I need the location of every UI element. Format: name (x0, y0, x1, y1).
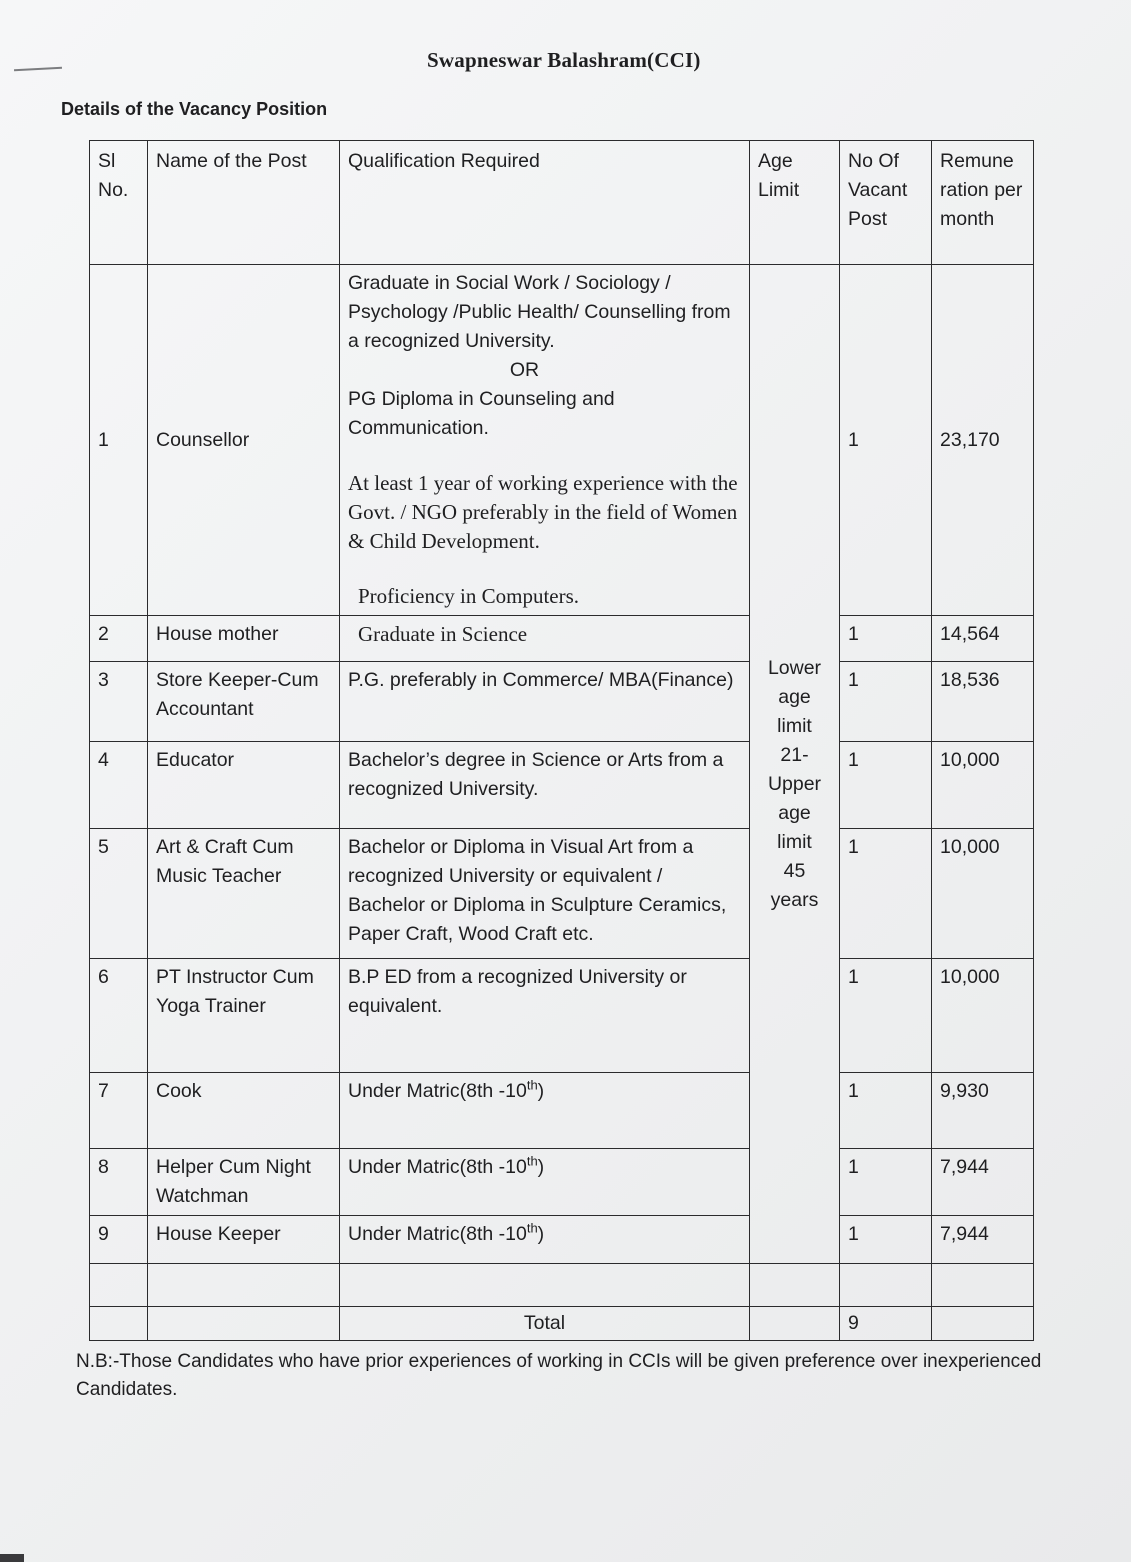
cell-post: Art & Craft Cum Music Teacher (148, 829, 340, 959)
cell-remuneration: 7,944 (932, 1216, 1034, 1264)
cell-remuneration: 10,000 (932, 959, 1034, 1073)
blank-cell (340, 1264, 750, 1307)
blank-cell (840, 1264, 932, 1307)
cell-sl: 7 (90, 1073, 148, 1149)
edge-mark (0, 1554, 24, 1562)
cell-remuneration: 7,944 (932, 1149, 1034, 1216)
age-line: Lower (767, 656, 822, 679)
cell-qualification: Bachelor’s degree in Science or Arts from a recognized University. (340, 742, 750, 829)
cell-post: Counsellor (148, 265, 340, 616)
cell-post: Store Keeper-Cum Accountant (148, 662, 340, 742)
cell-remuneration: 14,564 (932, 616, 1034, 662)
total-vacant: 9 (840, 1307, 932, 1341)
total-label: Total (340, 1307, 750, 1341)
cell-qualification (340, 1073, 750, 1149)
table-row (90, 959, 1034, 1073)
cell-qualification: B.P ED from a recognized University or equivalent. (340, 959, 750, 1073)
cell-qualification: Bachelor or Diploma in Visual Art from a recognized University or equivalent / Bachelor or Diploma in Sculpture Ceramics, Paper Craft, Wood Craft etc. (340, 829, 750, 959)
blank-row (90, 1264, 1034, 1307)
cell-vacant: 1 (840, 829, 932, 959)
cell-remuneration: 23,170 (932, 265, 1034, 616)
table-row (90, 1073, 1034, 1149)
age-line: years (770, 888, 819, 911)
cell-vacant: 1 (840, 1216, 932, 1264)
blank-cell (90, 1307, 148, 1341)
document-title: Swapneswar Balashram(CCI) (427, 48, 701, 72)
qualification-end: ) (537, 1156, 545, 1178)
document-subtitle: Details of the Vacancy Position (61, 99, 328, 119)
age-line: Upper (767, 772, 822, 795)
header-post: Name of the Post (148, 141, 340, 265)
cell-remuneration: 9,930 (932, 1073, 1034, 1149)
cell-post: House Keeper (148, 1216, 340, 1264)
header-remuneration: Remune ration per month (932, 141, 1034, 265)
cell-remuneration: 18,536 (932, 662, 1034, 742)
cell-vacant: 1 (840, 616, 932, 662)
blank-cell (750, 1264, 840, 1307)
cell-remuneration: 10,000 (932, 829, 1034, 959)
age-line: limit (777, 830, 812, 853)
cell-sl: 9 (90, 1216, 148, 1264)
cell-vacant: 1 (840, 265, 932, 616)
cell-sl: 1 (90, 265, 148, 616)
cell-sl: 3 (90, 662, 148, 742)
qualification-line: Proficiency in Computers. (358, 584, 580, 608)
qualification-text: Under Matric(8th -10 (348, 1080, 527, 1102)
cell-vacant: 1 (840, 1149, 932, 1216)
superscript: th (526, 1077, 538, 1093)
qualification-line: Graduate in Social Work / Sociology / Psychology /Public Health/ Counselling from a recognized University. (348, 272, 731, 352)
superscript: th (526, 1153, 538, 1169)
table-row (90, 1149, 1034, 1216)
age-limit-text (758, 654, 831, 915)
vacancy-table (89, 140, 1034, 1341)
cell-vacant: 1 (840, 959, 932, 1073)
header-sl: Sl No. (90, 141, 148, 265)
table-row (90, 265, 1034, 616)
table-row (90, 1216, 1034, 1264)
cell-sl: 6 (90, 959, 148, 1073)
table-row (90, 829, 1034, 959)
qualification-text: Under Matric(8th -10 (348, 1223, 527, 1245)
blank-cell (148, 1264, 340, 1307)
age-line: 21- (780, 743, 809, 766)
cell-post: Cook (148, 1073, 340, 1149)
age-line: age (778, 685, 811, 708)
footnote: N.B:-Those Candidates who have prior experiences of working in CCIs will be given preference over inexperienced Candidates. (76, 1351, 1042, 1400)
header-row (90, 141, 1034, 265)
cell-remuneration: 10,000 (932, 742, 1034, 829)
cell-sl: 2 (90, 616, 148, 662)
cell-vacant: 1 (840, 1073, 932, 1149)
header-vacant: No Of Vacant Post (840, 141, 932, 265)
cell-post: House mother (148, 616, 340, 662)
qualification-end: ) (537, 1223, 545, 1245)
superscript: th (526, 1220, 538, 1236)
table-row (90, 662, 1034, 742)
cell-sl: 8 (90, 1149, 148, 1216)
cell-qualification (340, 265, 750, 616)
age-line: limit (777, 714, 812, 737)
qualification-line: PG Diploma in Counseling and Communication. (348, 388, 615, 439)
age-line: 45 (783, 859, 806, 882)
cell-qualification: P.G. preferably in Commerce/ MBA(Finance) (340, 662, 750, 742)
cell-post: Helper Cum Night Watchman (148, 1149, 340, 1216)
cell-qualification (340, 1149, 750, 1216)
qualification-or: OR (509, 359, 540, 381)
blank-cell (148, 1307, 340, 1341)
cell-qualification: Graduate in Science (340, 616, 750, 662)
cell-post: PT Instructor Cum Yoga Trainer (148, 959, 340, 1073)
header-qualification: Qualification Required (340, 141, 750, 265)
cell-vacant: 1 (840, 662, 932, 742)
cell-sl: 5 (90, 829, 148, 959)
cell-qualification (340, 1216, 750, 1264)
cell-age-limit (750, 265, 840, 1264)
qualification-line: At least 1 year of working experience with the Govt. / NGO preferably in the field of Women & Child Development. (348, 471, 738, 553)
blank-cell (90, 1264, 148, 1307)
blank-cell (750, 1307, 840, 1341)
total-row (90, 1307, 1034, 1341)
cell-post: Educator (148, 742, 340, 829)
table-row (90, 616, 1034, 662)
header-age: Age Limit (750, 141, 840, 265)
qualification-text: Under Matric(8th -10 (348, 1156, 527, 1178)
cell-sl: 4 (90, 742, 148, 829)
qualification-end: ) (537, 1080, 545, 1102)
blank-cell (932, 1307, 1034, 1341)
blank-cell (932, 1264, 1034, 1307)
table-row (90, 742, 1034, 829)
cell-vacant: 1 (840, 742, 932, 829)
age-line: age (778, 801, 811, 824)
